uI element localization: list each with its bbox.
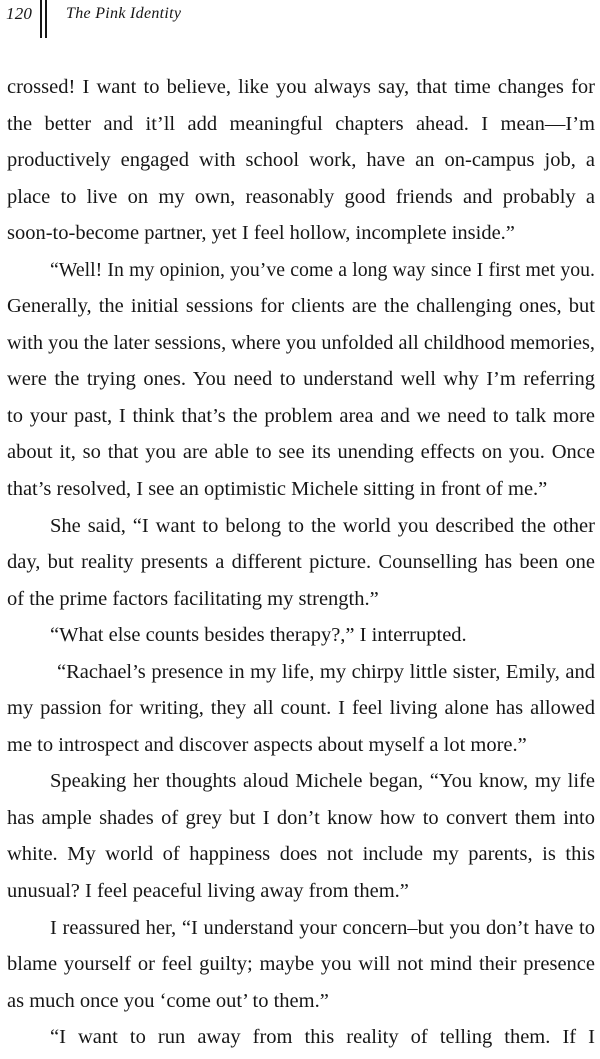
text-line: the better and it’ll add meaningful chapters ahead. I mean—I’m: [7, 112, 595, 135]
text-line: blame yourself or feel guilty; maybe you will not mind their presence: [7, 953, 595, 976]
page-number: 120: [6, 4, 33, 23]
book-text-body: [7, 69, 595, 1056]
text-line: Generally, the initial sessions for clients are the challenging ones, but: [7, 295, 595, 318]
header-double-rule-left: [40, 0, 42, 38]
text-line: unusual? I feel peaceful living away from them.”: [7, 880, 409, 903]
text-line: to your past, I think that’s the problem area and we need to talk more: [7, 404, 595, 427]
text-line: me to introspect and discover aspects about myself a lot more.”: [7, 733, 527, 756]
text-line: that’s resolved, I see an optimistic Michele sitting in front of me.”: [7, 478, 548, 501]
text-line: day, but reality presents a different picture. Counselling has been one: [7, 551, 595, 574]
header-double-rule-right: [45, 0, 47, 38]
text-line: I reassured her, “I understand your concern–but you don’t have to: [50, 916, 595, 939]
text-line: “Rachael’s presence in my life, my chirpy little sister, Emily, and: [57, 660, 595, 683]
text-line: of the prime factors facilitating my strength.”: [7, 587, 379, 610]
text-line: has ample shades of grey but I don’t know how to convert them into: [7, 806, 595, 829]
text-line: “I want to run away from this reality of telling them. If I: [50, 1026, 595, 1049]
text-line: about it, so that you are able to see its unending effects on you. Once: [7, 441, 595, 464]
text-line: my passion for writing, they all count. I feel living alone has allowed: [7, 697, 595, 720]
running-title: The Pink Identity: [66, 5, 182, 22]
text-line: She said, “I want to belong to the world you described the other: [50, 514, 595, 537]
text-line: as much once you ‘come out’ to them.”: [7, 989, 329, 1012]
text-line: with you the later sessions, where you unfolded all childhood memories,: [7, 331, 595, 354]
text-line: soon-to-become partner, yet I feel hollow, incomplete inside.”: [7, 222, 515, 245]
text-line: Speaking her thoughts aloud Michele began, “You know, my life: [50, 770, 595, 793]
text-line: “Well! In my opinion, you’ve come a long way since I first met you.: [50, 258, 595, 281]
text-line: productively engaged with school work, have an on-campus job, a: [7, 149, 595, 172]
text-line: white. My world of happiness does not include my parents, is this: [7, 843, 595, 866]
page-header: [0, 0, 600, 40]
text-line: place to live on my own, reasonably good friends and probably a: [7, 185, 595, 208]
text-line: crossed! I want to believe, like you always say, that time changes for: [7, 76, 595, 98]
text-line: “What else counts besides therapy?,” I interrupted.: [50, 624, 467, 647]
text-line: were the trying ones. You need to understand well why I’m referring: [7, 368, 595, 391]
